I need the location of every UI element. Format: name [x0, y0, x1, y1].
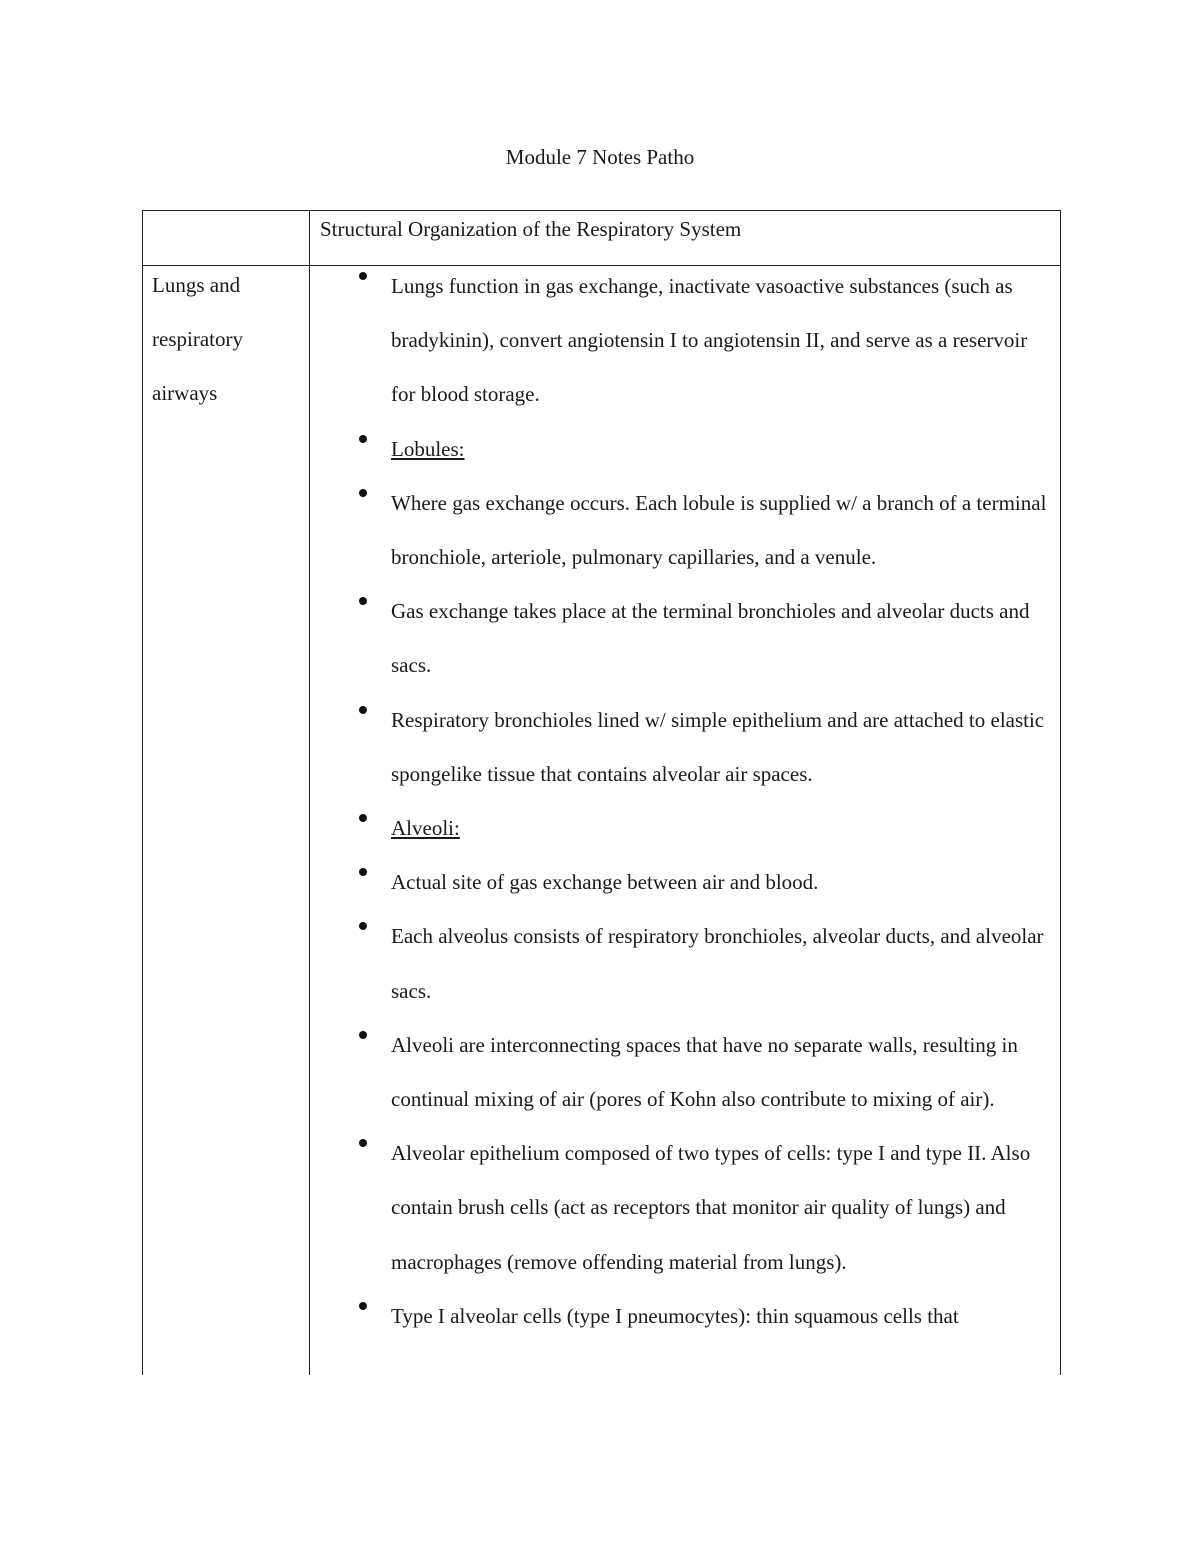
topic-line: respiratory [152, 327, 243, 351]
table-header-row [143, 211, 1061, 266]
list-item: Alveoli are interconnecting spaces that have no separate walls, resulting in continual mixing of air (pores of Kohn also contribute to mixing of air). [310, 1018, 1048, 1126]
list-item: Where gas exchange occurs. Each lobule is supplied w/ a branch of a terminal bronchiole, arteriole, pulmonary capillaries, and a venule. [310, 476, 1048, 584]
list-item: Lungs function in gas exchange, inactivate vasoactive substances (such as bradykinin), convert angiotensin I to angiotensin II, and serve as a reservoir for blood storage. [310, 259, 1048, 422]
topic-cell [143, 266, 310, 1376]
list-item: Alveoli: [310, 801, 1048, 855]
section-heading: Structural Organization of the Respiratory System [320, 217, 742, 241]
header-cell-right [310, 211, 1061, 266]
notes-cell [310, 266, 1061, 1376]
list-item: Actual site of gas exchange between air and blood. [310, 855, 1048, 909]
list-item: Respiratory bronchioles lined w/ simple epithelium and are attached to elastic spongelike tissue that contains alveolar air spaces. [310, 693, 1048, 801]
list-item: Each alveolus consists of respiratory bronchioles, alveolar ducts, and alveolar sacs. [310, 909, 1048, 1017]
list-item: Alveolar epithelium composed of two types of cells: type I and type II. Also contain brush cells (act as receptors that monitor air quality of lungs) and macrophages (remove offending material from lungs). [310, 1126, 1048, 1289]
list-item: Type I alveolar cells (type I pneumocytes): thin squamous cells that [310, 1289, 1048, 1343]
topic-line: Lungs and [152, 273, 241, 297]
topic-line: airways [152, 381, 218, 405]
header-cell-left [143, 211, 310, 266]
notes-table [142, 210, 1061, 1375]
page-title: Module 7 Notes Patho [505, 145, 695, 169]
bullet-list [310, 259, 1060, 1343]
list-item: Lobules: [310, 422, 1048, 476]
list-item: Gas exchange takes place at the terminal bronchioles and alveolar ducts and sacs. [310, 584, 1048, 692]
topic-label [143, 265, 309, 427]
table-body-row [143, 266, 1061, 1376]
